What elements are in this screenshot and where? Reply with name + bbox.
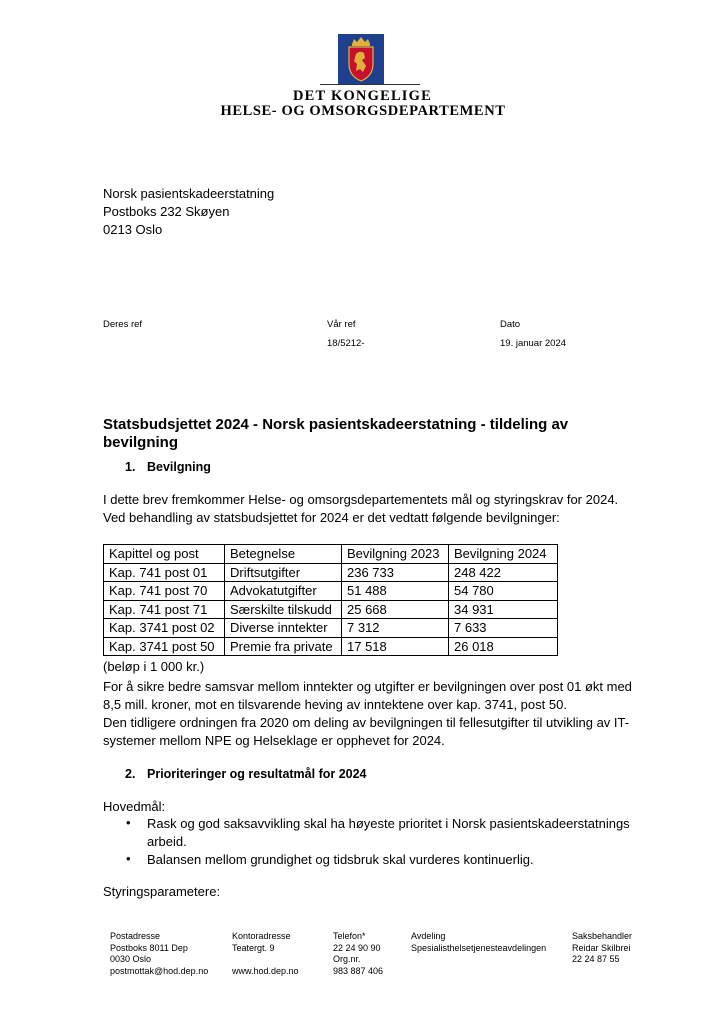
letter-title: Statsbudsjettet 2024 - Norsk pasientskadeerstatning - tildeling av bevilgning	[103, 416, 569, 451]
bullet-icon: •	[126, 851, 131, 866]
table-cell: 26 018	[449, 637, 558, 656]
table-cell: Advokatutgifter	[225, 582, 342, 601]
budget-table	[103, 544, 558, 656]
bullet-item: Balansen mellom grundighet og tidsbruk skal vurderes kontinuerlig.	[147, 852, 534, 867]
table-header-cell: Kapittel og post	[104, 545, 225, 564]
section1-body-line: For å sikre bedre samsvar mellom inntekter og utgifter er bevilgningen over post 01 økt med	[103, 679, 632, 694]
section1-intro-line: I dette brev fremkommer Helse- og omsorgsdepartementets mål og styringskrav for 2024.	[103, 492, 619, 507]
section2-number: 2.	[125, 767, 136, 781]
footer-website-link[interactable]: www.hod.dep.no	[232, 965, 299, 976]
footer-text: Reidar Skilbrei	[572, 942, 631, 953]
table-cell: 248 422	[449, 563, 558, 582]
table-header-cell: Bevilgning 2024	[449, 545, 558, 564]
table-cell: Kap. 3741 post 50	[104, 637, 225, 656]
footer-text: Telefon*	[333, 931, 366, 941]
hovedmal-label: Hovedmål:	[103, 799, 166, 814]
dato-value: 19. januar 2024	[500, 338, 567, 349]
footer-kontoradresse	[232, 931, 299, 977]
table-cell: Premie fra private	[225, 637, 342, 656]
styringsparametere-label: Styringsparametere:	[103, 884, 221, 899]
recipient-address	[103, 185, 274, 239]
table-row	[104, 600, 558, 619]
section1-body-line: Den tidligere ordningen fra 2020 om deling av bevilgningen til fellesutgifter til utvikling av IT-	[103, 715, 630, 730]
footer-telefon	[333, 931, 383, 977]
dato-label: Dato	[500, 319, 521, 330]
footer-postadresse	[110, 931, 208, 977]
footer-email-link[interactable]: postmottak@hod.dep.no	[110, 965, 209, 976]
table-cell: Driftsutgifter	[225, 563, 342, 582]
footer-text: Kontoradresse	[232, 931, 291, 941]
table-row	[104, 637, 558, 656]
var-ref-value: 18/5212-	[327, 338, 365, 349]
footer-text: Org.nr.	[333, 954, 361, 964]
footer-saksbehandler	[572, 931, 632, 966]
table-cell: 236 733	[342, 563, 449, 582]
table-header-cell: Bevilgning 2023	[342, 545, 449, 564]
table-cell: Kap. 741 post 71	[104, 600, 225, 619]
footer-text: 983 887 406	[333, 965, 384, 976]
table-cell: 34 931	[449, 600, 558, 619]
footer-text: Saksbehandler	[572, 931, 633, 941]
coat-of-arms-icon	[338, 34, 384, 84]
table-cell: Kap. 741 post 01	[104, 563, 225, 582]
footer-text: 22 24 87 55	[572, 954, 620, 964]
table-cell: Kap. 741 post 70	[104, 582, 225, 601]
table-cell: 7 312	[342, 619, 449, 638]
letterhead-line2: HELSE- OG OMSORGSDEPARTEMENT	[220, 103, 506, 119]
table-header-cell: Betegnelse	[225, 545, 342, 564]
footer-text: 0030 Oslo	[110, 954, 152, 964]
footer-text	[232, 954, 299, 966]
recipient-line: 0213 Oslo	[103, 222, 163, 237]
table-row	[104, 582, 558, 601]
footer-text: Teatergt. 9	[232, 942, 275, 953]
section2-heading: Prioriteringer og resultatmål for 2024	[147, 767, 367, 781]
section1-body-line: 8,5 mill. kroner, mot en tilsvarende heving av inntektene over kap. 3741, post 50.	[103, 697, 567, 712]
section1-intro-line: Ved behandling av statsbudsjettet for 2024 er det vedtatt følgende bevilgninger:	[103, 510, 560, 525]
table-cell: Diverse inntekter	[225, 619, 342, 638]
section1-body-line: systemer mellom NPE og Helseklage er opphevet for 2024.	[103, 733, 445, 748]
bullet-icon: •	[126, 815, 131, 830]
footer-text: Avdeling	[411, 931, 446, 941]
table-cell: 25 668	[342, 600, 449, 619]
table-cell: 51 488	[342, 582, 449, 601]
table-row	[104, 563, 558, 582]
footer-text: 22 24 90 90	[333, 942, 381, 953]
footer-text: Spesialisthelsetjenesteavdelingen	[411, 942, 547, 953]
footer-text: Postboks 8011 Dep	[110, 942, 188, 953]
table-cell: 7 633	[449, 619, 558, 638]
table-cell: 54 780	[449, 582, 558, 601]
recipient-line: Norsk pasientskadeerstatning	[103, 186, 275, 201]
deres-ref-label: Deres ref	[103, 319, 143, 330]
var-ref-label: Vår ref	[327, 319, 356, 330]
table-cell: Kap. 3741 post 02	[104, 619, 225, 638]
table-cell: Særskilte tilskudd	[225, 600, 342, 619]
footer-text: Postadresse	[110, 931, 161, 941]
table-header-row	[104, 545, 558, 564]
footer-avdeling	[411, 931, 546, 954]
table-row	[104, 619, 558, 638]
table-cell: 17 518	[342, 637, 449, 656]
section1-heading: Bevilgning	[147, 460, 211, 474]
amount-unit-note: (beløp i 1 000 kr.)	[103, 659, 205, 674]
letterhead-rule	[320, 84, 420, 85]
recipient-line: Postboks 232 Skøyen	[103, 204, 230, 219]
letterhead-line1: DET KONGELIGE	[292, 88, 433, 104]
section1-number: 1.	[125, 460, 136, 474]
bullet-item: Rask og god saksavvikling skal ha høyeste prioritet i Norsk pasientskadeerstatnings arbeid.	[147, 816, 630, 849]
